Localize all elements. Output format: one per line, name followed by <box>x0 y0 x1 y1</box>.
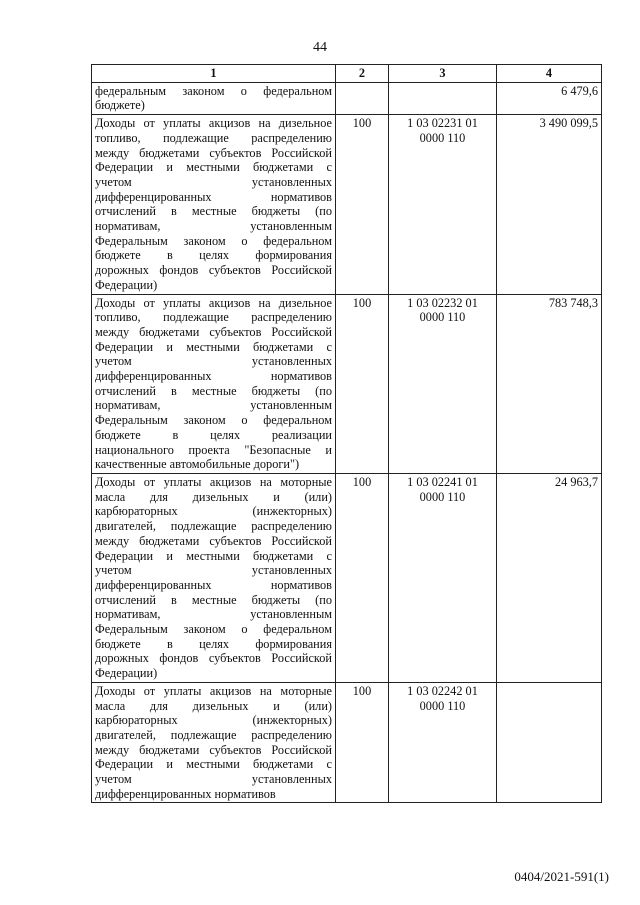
revenue-name-line: Федерации и местными бюджетами с <box>95 160 332 175</box>
revenue-name-line: учетом установленных <box>95 563 332 578</box>
revenue-name-line: Федерации) <box>95 666 158 681</box>
table-row <box>92 115 602 294</box>
revenue-name-line: нормативам, установленным <box>95 219 332 234</box>
revenue-name-line: бюджете в целях формирования <box>95 248 332 263</box>
revenue-name-line: нормативам, установленным <box>95 398 332 413</box>
revenue-name-cell <box>92 294 336 473</box>
administrator-code-cell <box>336 82 389 114</box>
revenue-name-line: бюджете) <box>95 98 145 113</box>
revenue-name-line: дорожных фондов субъектов Российской <box>95 263 332 278</box>
kbk-code-line-2: 0000 110 <box>419 310 466 325</box>
revenue-name-line: учетом установленных <box>95 354 332 369</box>
revenue-name-cell <box>92 473 336 682</box>
revenue-name-line: нормативам, установленным <box>95 607 332 622</box>
revenue-table <box>91 64 602 803</box>
revenue-name-line: дифференцированных нормативов <box>95 369 332 384</box>
table-row <box>92 82 602 114</box>
revenue-name-line: отчислений в местные бюджеты (по <box>95 383 332 398</box>
budget-classification-code-cell <box>389 115 497 294</box>
budget-classification-code-cell <box>389 82 497 114</box>
revenue-name-line: Федерации) <box>95 277 158 292</box>
revenue-name-line: Доходы от уплаты акцизов на дизельное <box>95 116 332 131</box>
revenue-name-line: между бюджетами субъектов Российской <box>95 324 332 339</box>
table-header-row <box>92 65 602 83</box>
kbk-code-line-1: 1 03 02231 01 <box>407 116 478 131</box>
revenue-name-line: топливо, подлежащие распределению <box>95 130 332 145</box>
administrator-code-cell: 100 <box>336 294 389 473</box>
revenue-name-line: Федерации и местными бюджетами с <box>95 548 332 563</box>
revenue-name-line: дорожных фондов субъектов Российской <box>95 651 332 666</box>
revenue-name-line: Доходы от уплаты акцизов на моторные <box>95 683 332 698</box>
kbk-code-line-2: 0000 110 <box>419 130 466 145</box>
revenue-name-line: Доходы от уплаты акцизов на дизельное <box>95 295 332 310</box>
column-header-1: 1 <box>92 65 336 83</box>
revenue-name-line: дифференцированных нормативов <box>95 189 332 204</box>
kbk-code-line-1: 1 03 02242 01 <box>407 683 478 698</box>
revenue-name-line: между бюджетами субъектов Российской <box>95 533 332 548</box>
amount-cell: 783 748,3 <box>497 294 602 473</box>
budget-classification-code-cell <box>389 473 497 682</box>
amount-cell <box>497 682 602 803</box>
column-header-4: 4 <box>497 65 602 83</box>
revenue-name-line: качественные автомобильные дороги") <box>95 457 300 472</box>
revenue-name-line: бюджете в целях формирования <box>95 636 332 651</box>
revenue-name-line: Федеральным законом о федеральном <box>95 233 332 248</box>
revenue-name-line: дифференцированных нормативов <box>95 577 332 592</box>
revenue-name-line: федеральным законом о федеральном <box>95 83 332 98</box>
revenue-name-line: национального проекта "Безопасные и <box>95 442 332 457</box>
revenue-name-line: между бюджетами субъектов Российской <box>95 145 332 160</box>
page-number: 44 <box>313 40 327 55</box>
revenue-name-line: Федеральным законом о федеральном <box>95 622 332 637</box>
revenue-name-line: масла для дизельных и (или) <box>95 698 332 713</box>
amount-cell: 3 490 099,5 <box>497 115 602 294</box>
revenue-name-line: отчислений в местные бюджеты (по <box>95 592 332 607</box>
column-header-2: 2 <box>336 65 389 83</box>
revenue-name-line: двигателей, подлежащие распределению <box>95 727 332 742</box>
revenue-name-line: дифференцированных нормативов <box>95 786 276 801</box>
revenue-name-line: Доходы от уплаты акцизов на моторные <box>95 474 332 489</box>
revenue-name-line: между бюджетами субъектов Российской <box>95 742 332 757</box>
administrator-code-cell: 100 <box>336 473 389 682</box>
administrator-code-cell: 100 <box>336 115 389 294</box>
revenue-name-line: Федерации и местными бюджетами с <box>95 757 332 772</box>
kbk-code-line-2: 0000 110 <box>419 489 466 504</box>
kbk-code-line-1: 1 03 02241 01 <box>407 474 478 489</box>
document-code: 0404/2021-591(1) <box>514 869 609 884</box>
revenue-name-cell <box>92 682 336 803</box>
kbk-code-line-2: 0000 110 <box>419 698 466 713</box>
revenue-name-line: бюджете в целях реализации <box>95 427 332 442</box>
amount-cell: 24 963,7 <box>497 473 602 682</box>
revenue-name-cell <box>92 115 336 294</box>
revenue-name-line: топливо, подлежащие распределению <box>95 310 332 325</box>
column-header-3: 3 <box>389 65 497 83</box>
revenue-name-line: учетом установленных <box>95 772 332 787</box>
administrator-code-cell: 100 <box>336 682 389 803</box>
budget-classification-code-cell <box>389 294 497 473</box>
kbk-code-line-1: 1 03 02232 01 <box>407 295 478 310</box>
table-row <box>92 294 602 473</box>
revenue-name-cell <box>92 82 336 114</box>
budget-classification-code-cell <box>389 682 497 803</box>
revenue-name-line: масла для дизельных и (или) <box>95 489 332 504</box>
revenue-name-line: двигателей, подлежащие распределению <box>95 519 332 534</box>
revenue-name-line: Федеральным законом о федеральном <box>95 413 332 428</box>
table-row <box>92 682 602 803</box>
revenue-name-line: учетом установленных <box>95 174 332 189</box>
revenue-name-line: Федерации и местными бюджетами с <box>95 339 332 354</box>
revenue-name-line: карбюраторных (инжекторных) <box>95 504 332 519</box>
table-row <box>92 473 602 682</box>
amount-cell: 6 479,6 <box>497 82 602 114</box>
revenue-name-line: отчислений в местные бюджеты (по <box>95 204 332 219</box>
revenue-name-line: карбюраторных (инжекторных) <box>95 713 332 728</box>
